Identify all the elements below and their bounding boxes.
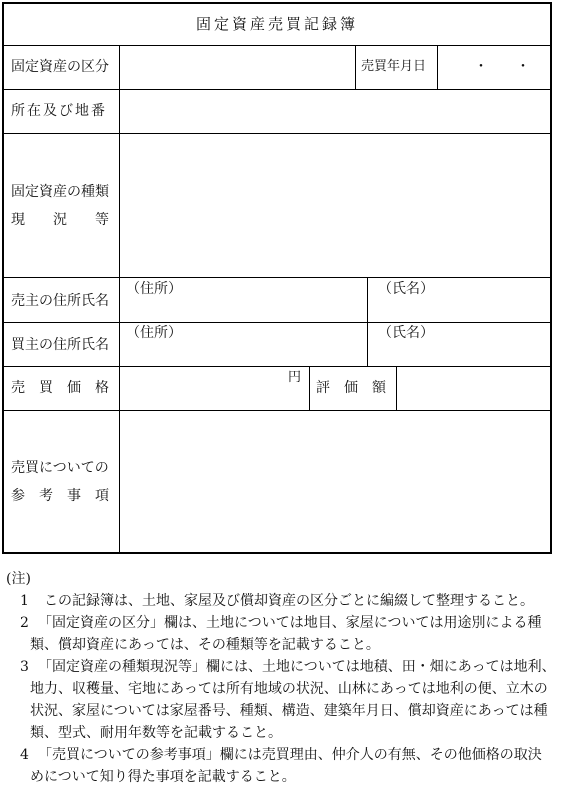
location-label: 所在及び地番 [11,103,107,119]
reference-label-line1: 売買についての [11,460,109,476]
price-unit: 円 [288,370,302,385]
note-3-number: 3 [20,659,29,675]
note-3-line4: 類、型式、耐用年数等を記載すること。 [30,725,282,741]
note-2-number: 2 [20,615,29,631]
note-4-number: 4 [20,747,29,763]
record-form [2,2,552,554]
valuation-label: 評 価 額 [316,380,386,396]
buyer-label: 買主の住所氏名 [11,337,109,353]
notes-heading: (注) [6,571,31,587]
sale-date-label: 売買年月日 [361,59,427,74]
buyer-name-label: （氏名） [378,325,434,341]
type-label-line1: 固定資産の種類 [11,184,109,200]
note-3-line2: 地力、収穫量、宅地にあっては所有地域の状況、山林にあっては地利の便、立木の [30,681,548,697]
note-3-line1: 「固定資産の種類現況等」欄には、土地については地積、田・畑にあっては地利、 [38,659,556,675]
seller-address-label: （住所） [126,281,182,297]
note-4-line2: めについて知り得た事項を記載すること。 [30,769,296,785]
type-label-line2: 現 況 等 [11,212,109,228]
sale-date-value: ・ ・ [474,59,530,75]
note-3-line3: 状況、家屋については家屋番号、種類、構造、建築年月日、償却資産にあっては種 [30,703,548,719]
note-1-line1: この記録簿は、土地、家屋及び償却資産の区分ごとに編綴して整理すること。 [44,593,534,609]
form-title: 固定資産売買記録簿 [195,15,358,33]
seller-name-label: （氏名） [378,281,434,297]
note-2-line2: 類、償却資産にあっては、その種類等を記載すること。 [30,637,380,653]
note-2-line1: 「固定資産の区分」欄は、土地については地目、家屋については用途別による種 [38,615,542,631]
note-4-line1: 「売買についての参考事項」欄には売買理由、仲介人の有無、その他価格の取決 [38,747,542,763]
seller-label: 売主の住所氏名 [11,293,109,309]
note-1-number: 1 [20,593,29,609]
buyer-address-label: （住所） [126,325,182,341]
price-label: 売 買 価 格 [11,380,109,396]
reference-label-line2: 参 考 事 項 [11,488,109,504]
category-label: 固定資産の区分 [11,59,109,75]
